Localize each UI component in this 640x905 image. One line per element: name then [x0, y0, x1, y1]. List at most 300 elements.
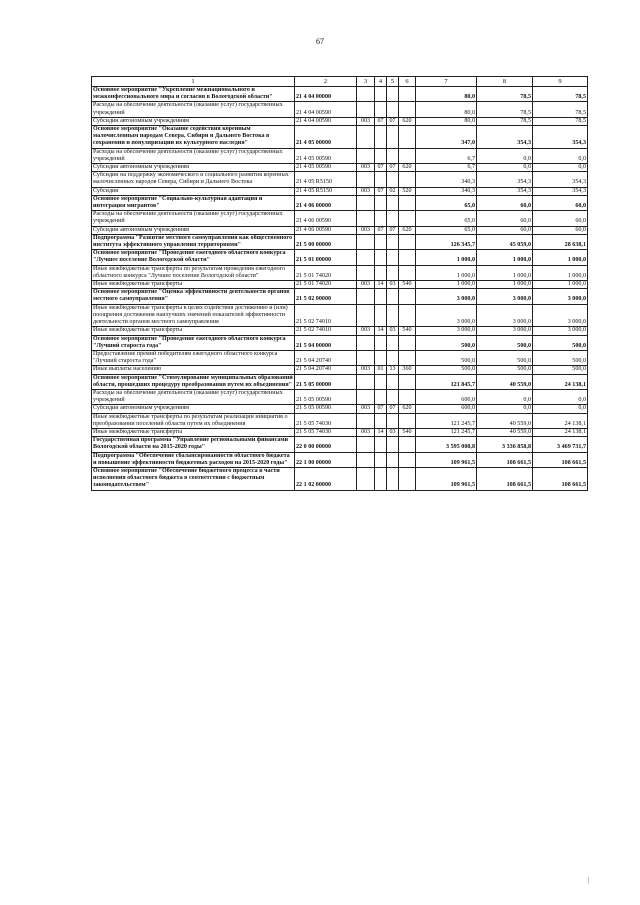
row-subsection	[387, 211, 399, 226]
column-header: 4	[375, 77, 387, 87]
row-name: Подпрограмма "Развитие местного самоуправления как общественного института эффективного управления территориями"	[92, 234, 295, 249]
table-row	[92, 211, 588, 226]
row-name: Иные межбюджетные трансферты	[92, 281, 295, 289]
row-name: Субсидии автономным учреждениям	[92, 117, 295, 125]
row-name: Субсидии	[92, 187, 295, 195]
row-expense-type: 520	[399, 187, 416, 195]
row-amount-2: 78,5	[477, 117, 533, 125]
row-amount-2: 45 059,0	[477, 234, 533, 249]
row-subsection: 07	[387, 164, 399, 172]
row-code: 21 4 05 00590	[295, 148, 357, 163]
row-ministry	[357, 350, 375, 365]
row-amount-2: 78,5	[477, 87, 533, 102]
row-subsection	[387, 452, 399, 467]
row-amount-3: 3 469 731,7	[533, 437, 588, 452]
row-subsection	[387, 467, 399, 490]
row-expense-type: 540	[399, 327, 416, 335]
row-section	[375, 211, 387, 226]
row-subsection: 07	[387, 117, 399, 125]
row-expense-type: 540	[399, 281, 416, 289]
budget-table	[91, 76, 588, 491]
row-subsection	[387, 102, 399, 117]
table-row	[92, 172, 588, 187]
row-amount-2: 1 000,0	[477, 281, 533, 289]
column-header: 9	[533, 77, 588, 87]
row-code: 21 4 04 00590	[295, 102, 357, 117]
row-subsection: 03	[387, 327, 399, 335]
row-amount-1: 340,3	[416, 187, 477, 195]
row-ministry	[357, 374, 375, 389]
row-expense-type: 360	[399, 366, 416, 374]
row-amount-3: 0,0	[533, 405, 588, 413]
row-section: 07	[375, 164, 387, 172]
row-ministry	[357, 437, 375, 452]
row-code: 21 5 05 74030	[295, 413, 357, 428]
row-expense-type: 620	[399, 405, 416, 413]
row-section	[375, 126, 387, 149]
row-code: 21 5 05 00590	[295, 405, 357, 413]
row-ministry	[357, 87, 375, 102]
row-amount-3: 0,0	[533, 148, 588, 163]
column-header: 7	[416, 77, 477, 87]
row-name: Субсидии автономным учреждениям	[92, 405, 295, 413]
row-section	[375, 350, 387, 365]
row-code: 21 4 05 00000	[295, 126, 357, 149]
table-row	[92, 164, 588, 172]
row-expense-type	[399, 289, 416, 304]
row-code: 21 5 01 74020	[295, 265, 357, 280]
row-subsection	[387, 374, 399, 389]
table-row	[92, 250, 588, 265]
row-amount-1: 65,0	[416, 195, 477, 210]
row-amount-2: 60,0	[477, 195, 533, 210]
row-name: Основное мероприятие "Оценка эффективности деятельности органов местного самоуправления"	[92, 289, 295, 304]
row-subsection	[387, 148, 399, 163]
row-amount-3: 60,0	[533, 226, 588, 234]
row-subsection	[387, 289, 399, 304]
row-section	[375, 102, 387, 117]
row-amount-2: 40 559,0	[477, 428, 533, 436]
row-ministry	[357, 211, 375, 226]
row-amount-1: 65,0	[416, 226, 477, 234]
row-subsection	[387, 250, 399, 265]
row-code: 21 5 01 00000	[295, 250, 357, 265]
row-amount-2: 3 000,0	[477, 327, 533, 335]
row-amount-1: 1 000,0	[416, 281, 477, 289]
row-section	[375, 148, 387, 163]
row-amount-2: 78,5	[477, 102, 533, 117]
row-amount-2: 3 336 858,8	[477, 437, 533, 452]
row-expense-type: 540	[399, 428, 416, 436]
row-amount-2: 108 661,5	[477, 467, 533, 490]
row-name: Подпрограмма "Обеспечение сбалансированности областного бюджета и повышение эффективности бюджетных расходов на 2015-2020 годы"	[92, 452, 295, 467]
row-amount-3: 500,0	[533, 335, 588, 350]
row-expense-type	[399, 265, 416, 280]
row-section	[375, 304, 387, 327]
row-name: Иные выплаты населению	[92, 366, 295, 374]
row-name: Иные межбюджетные трансферты по результатам проведения ежегодного областного конкурса "Лучшее поселение Вологодской области"	[92, 265, 295, 280]
column-header: 3	[357, 77, 375, 87]
table-row	[92, 289, 588, 304]
row-expense-type	[399, 148, 416, 163]
row-expense-type	[399, 126, 416, 149]
row-amount-2: 3 000,0	[477, 289, 533, 304]
row-subsection	[387, 413, 399, 428]
row-amount-3: 78,5	[533, 87, 588, 102]
table-row	[92, 148, 588, 163]
row-section: 14	[375, 281, 387, 289]
row-ministry: 003	[357, 187, 375, 195]
row-section	[375, 250, 387, 265]
table-row	[92, 335, 588, 350]
row-amount-2: 108 661,5	[477, 452, 533, 467]
row-ministry	[357, 335, 375, 350]
row-code: 21 5 02 74010	[295, 327, 357, 335]
row-amount-1: 121 245,7	[416, 413, 477, 428]
row-expense-type	[399, 195, 416, 210]
row-amount-2: 1 000,0	[477, 250, 533, 265]
row-section	[375, 374, 387, 389]
row-ministry: 003	[357, 117, 375, 125]
row-ministry	[357, 265, 375, 280]
page-number: 67	[316, 37, 324, 46]
row-code: 21 4 05 R5150	[295, 187, 357, 195]
row-amount-1: 6,7	[416, 148, 477, 163]
row-amount-1: 347,0	[416, 126, 477, 149]
row-subsection: 07	[387, 226, 399, 234]
row-expense-type	[399, 452, 416, 467]
row-subsection	[387, 195, 399, 210]
row-amount-1: 3 595 008,8	[416, 437, 477, 452]
row-amount-3: 108 661,5	[533, 452, 588, 467]
row-amount-2: 500,0	[477, 366, 533, 374]
row-ministry: 003	[357, 405, 375, 413]
table-row	[92, 234, 588, 249]
row-amount-3: 354,3	[533, 187, 588, 195]
row-amount-1: 1 000,0	[416, 250, 477, 265]
row-amount-1: 121 245,7	[416, 428, 477, 436]
row-amount-1: 600,0	[416, 405, 477, 413]
row-section: 07	[375, 187, 387, 195]
row-amount-2: 354,3	[477, 172, 533, 187]
row-amount-1: 109 961,5	[416, 467, 477, 490]
row-ministry	[357, 289, 375, 304]
row-amount-3: 1 000,0	[533, 265, 588, 280]
table-row	[92, 304, 588, 327]
row-expense-type	[399, 389, 416, 404]
row-amount-2: 40 559,0	[477, 374, 533, 389]
table-row	[92, 126, 588, 149]
row-amount-3: 24 138,1	[533, 413, 588, 428]
row-ministry: 003	[357, 226, 375, 234]
row-expense-type	[399, 102, 416, 117]
row-code: 21 4 04 00000	[295, 87, 357, 102]
row-amount-2: 40 559,0	[477, 413, 533, 428]
row-section	[375, 87, 387, 102]
row-ministry	[357, 102, 375, 117]
row-amount-2: 60,0	[477, 211, 533, 226]
row-subsection	[387, 437, 399, 452]
row-amount-3: 60,0	[533, 195, 588, 210]
row-amount-1: 3 000,0	[416, 289, 477, 304]
row-expense-type	[399, 350, 416, 365]
row-amount-3: 108 661,5	[533, 467, 588, 490]
row-amount-3: 3 000,0	[533, 289, 588, 304]
row-ministry: 003	[357, 327, 375, 335]
row-code: 21 5 02 74010	[295, 304, 357, 327]
row-ministry	[357, 413, 375, 428]
row-subsection	[387, 350, 399, 365]
row-expense-type	[399, 413, 416, 428]
row-section	[375, 234, 387, 249]
row-section	[375, 467, 387, 490]
column-header: 8	[477, 77, 533, 87]
row-expense-type	[399, 87, 416, 102]
row-code: 21 5 05 00000	[295, 374, 357, 389]
row-expense-type	[399, 172, 416, 187]
table-row	[92, 405, 588, 413]
row-ministry: 003	[357, 428, 375, 436]
row-amount-2: 500,0	[477, 350, 533, 365]
row-amount-1: 121 845,7	[416, 374, 477, 389]
row-amount-3: 78,5	[533, 117, 588, 125]
row-section	[375, 172, 387, 187]
row-expense-type: 620	[399, 117, 416, 125]
row-section	[375, 195, 387, 210]
row-subsection	[387, 389, 399, 404]
row-expense-type	[399, 304, 416, 327]
row-section: 14	[375, 428, 387, 436]
row-amount-1: 3 000,0	[416, 304, 477, 327]
row-section	[375, 265, 387, 280]
column-header: 2	[295, 77, 357, 87]
row-amount-1: 500,0	[416, 335, 477, 350]
table-row	[92, 265, 588, 280]
row-code: 21 4 05 R5150	[295, 172, 357, 187]
table-header-row	[92, 77, 588, 87]
row-subsection: 13	[387, 366, 399, 374]
row-amount-2: 3 000,0	[477, 304, 533, 327]
row-amount-3: 354,3	[533, 172, 588, 187]
row-code: 21 4 05 00590	[295, 164, 357, 172]
row-name: Иные межбюджетные трансферты	[92, 428, 295, 436]
row-ministry: 003	[357, 164, 375, 172]
row-amount-2: 354,3	[477, 187, 533, 195]
table-row	[92, 350, 588, 365]
row-ministry	[357, 389, 375, 404]
row-ministry	[357, 126, 375, 149]
row-amount-3: 60,0	[533, 211, 588, 226]
row-amount-2: 0,0	[477, 164, 533, 172]
row-subsection	[387, 172, 399, 187]
row-expense-type	[399, 467, 416, 490]
row-name: Субсидии автономным учреждениям	[92, 164, 295, 172]
row-expense-type: 620	[399, 164, 416, 172]
row-ministry	[357, 172, 375, 187]
row-amount-2: 0,0	[477, 148, 533, 163]
row-expense-type	[399, 335, 416, 350]
row-expense-type	[399, 374, 416, 389]
row-amount-3: 24 138,1	[533, 374, 588, 389]
row-ministry: 003	[357, 281, 375, 289]
row-amount-1: 109 961,5	[416, 452, 477, 467]
row-amount-1: 80,0	[416, 102, 477, 117]
row-subsection	[387, 87, 399, 102]
row-subsection: 07	[387, 405, 399, 413]
row-code: 21 5 01 74020	[295, 281, 357, 289]
row-amount-3: 500,0	[533, 350, 588, 365]
row-amount-3: 1 000,0	[533, 281, 588, 289]
row-amount-3: 0,0	[533, 389, 588, 404]
row-amount-1: 126 345,7	[416, 234, 477, 249]
row-amount-3: 3 000,0	[533, 327, 588, 335]
table-row	[92, 467, 588, 490]
row-code: 21 5 02 00000	[295, 289, 357, 304]
row-section	[375, 335, 387, 350]
row-name: Основное мероприятие "Стимулирование муниципальных образований области, прошедших процедуру преобразования путем их объединения"	[93, 374, 293, 388]
row-amount-1: 80,0	[416, 87, 477, 102]
table-row	[92, 187, 588, 195]
row-amount-1: 6,7	[416, 164, 477, 172]
row-section	[375, 289, 387, 304]
row-name: Основное мероприятие "Проведение ежегодного областного конкурса "Лучшее поселение Вологодской области"	[92, 250, 295, 265]
row-subsection	[387, 335, 399, 350]
table-row	[92, 452, 588, 467]
row-ministry: 003	[357, 366, 375, 374]
row-subsection	[387, 126, 399, 149]
table-row	[92, 437, 588, 452]
row-expense-type: 620	[399, 226, 416, 234]
row-amount-1: 500,0	[416, 366, 477, 374]
row-name: Основное мероприятие "Укрепление межнационального и межконфессионального мира и согласия в Вологодской области"	[92, 87, 295, 102]
row-amount-2: 1 000,0	[477, 265, 533, 280]
row-expense-type	[399, 250, 416, 265]
table-row	[92, 428, 588, 436]
row-code: 22 0 00 00000	[295, 437, 357, 452]
row-name: Иные межбюджетные трансферты	[92, 327, 295, 335]
row-code: 21 5 05 00590	[295, 389, 357, 404]
row-amount-2: 0,0	[477, 389, 533, 404]
row-ministry	[357, 148, 375, 163]
row-name: Основное мероприятие "Оказание содействия коренным малочисленным народам Севера, Сибири и Дальнего Востока в сохранении и популяризации их культурного наследия"	[92, 126, 295, 149]
row-subsection	[387, 234, 399, 249]
column-header: 6	[399, 77, 416, 87]
table-row	[92, 366, 588, 374]
row-amount-3: 78,5	[533, 102, 588, 117]
row-name: Расходы на обеспечение деятельности (оказание услуг) государственных учреждений	[92, 211, 295, 226]
row-code: 21 5 00 00000	[295, 234, 357, 249]
table-row	[92, 102, 588, 117]
page-edge-mark: |	[587, 876, 589, 884]
row-ministry	[357, 304, 375, 327]
row-section: 01	[375, 366, 387, 374]
row-ministry	[357, 250, 375, 265]
row-section	[375, 389, 387, 404]
row-name: Иные межбюджетные трансферты в целях содействия достижению и (или) поощрения достижения наилучших значений показателей эффективности деятельности органов местного самоуправления	[92, 304, 295, 327]
row-subsection	[387, 265, 399, 280]
row-name: Расходы на обеспечение деятельности (оказание услуг) государственных учреждений	[92, 148, 295, 163]
row-section	[375, 437, 387, 452]
row-amount-2: 0,0	[477, 405, 533, 413]
row-code: 21 4 04 00590	[295, 117, 357, 125]
row-code: 21 4 06 00590	[295, 211, 357, 226]
row-expense-type	[399, 437, 416, 452]
row-code: 21 5 04 00000	[295, 335, 357, 350]
row-subsection: 03	[387, 281, 399, 289]
row-section	[375, 452, 387, 467]
row-name: Основное мероприятие "Обеспечение бюджетного процесса в части исполнения областного бюджета в соответствии с бюджетным законодательством"	[92, 467, 295, 490]
row-amount-3: 0,0	[533, 164, 588, 172]
row-name: Расходы на обеспечение деятельности (оказание услуг) государственных учреждений	[92, 389, 295, 404]
table-row	[92, 389, 588, 404]
table-row	[92, 195, 588, 210]
row-amount-1: 600,0	[416, 389, 477, 404]
row-amount-2: 60,0	[477, 226, 533, 234]
row-name: Субсидии на поддержку экономического и социального развития коренных малочисленных народов Севера, Сибири и Дальнего Востока	[92, 172, 295, 187]
column-header: 1	[92, 77, 295, 87]
row-name: Основное мероприятие "Социально-культурная адаптация и интеграция мигрантов"	[92, 195, 295, 210]
table-row	[92, 87, 588, 102]
row-code: 22 1 02 00000	[295, 467, 357, 490]
row-amount-3: 28 638,1	[533, 234, 588, 249]
table-row	[92, 374, 588, 389]
table-row	[92, 281, 588, 289]
row-amount-3: 3 000,0	[533, 304, 588, 327]
row-amount-1: 65,0	[416, 211, 477, 226]
row-expense-type	[399, 211, 416, 226]
row-ministry	[357, 467, 375, 490]
row-section: 07	[375, 117, 387, 125]
row-expense-type	[399, 234, 416, 249]
row-code: 21 5 04 20740	[295, 366, 357, 374]
row-name: Основное мероприятие "Проведение ежегодного областного конкурса "Лучший староста года"	[92, 335, 295, 350]
row-code: 21 5 05 74030	[295, 428, 357, 436]
row-name: Иные межбюджетные трансферты по результатам реализации инициатив о преобразовании поселений области путем их объединения	[92, 413, 295, 428]
row-name: Предоставление премий победителям ежегодного областного конкурса "Лучший староста года"	[92, 350, 295, 365]
table-row	[92, 413, 588, 428]
row-amount-3: 1 000,0	[533, 250, 588, 265]
row-section: 14	[375, 327, 387, 335]
row-amount-1: 340,3	[416, 172, 477, 187]
row-code: 22 1 00 00000	[295, 452, 357, 467]
row-amount-3: 500,0	[533, 366, 588, 374]
row-subsection: 02	[387, 187, 399, 195]
row-code: 21 5 04 20740	[295, 350, 357, 365]
row-ministry	[357, 195, 375, 210]
row-amount-3: 24 138,1	[533, 428, 588, 436]
table-row	[92, 117, 588, 125]
table-row	[92, 226, 588, 234]
row-name: Субсидии автономным учреждениям	[92, 226, 295, 234]
row-amount-1: 1 000,0	[416, 265, 477, 280]
row-section	[375, 413, 387, 428]
row-code: 21 4 06 00590	[295, 226, 357, 234]
row-amount-1: 500,0	[416, 350, 477, 365]
row-subsection	[387, 304, 399, 327]
row-section: 07	[375, 405, 387, 413]
table-row	[92, 327, 588, 335]
row-ministry	[357, 234, 375, 249]
row-amount-1: 3 000,0	[416, 327, 477, 335]
row-amount-2: 500,0	[477, 335, 533, 350]
row-ministry	[357, 452, 375, 467]
row-name: Расходы на обеспечение деятельности (оказание услуг) государственных учреждений	[92, 102, 295, 117]
row-amount-2: 354,3	[477, 126, 533, 149]
column-header: 5	[387, 77, 399, 87]
row-amount-1: 80,0	[416, 117, 477, 125]
row-amount-3: 354,3	[533, 126, 588, 149]
row-section: 07	[375, 226, 387, 234]
